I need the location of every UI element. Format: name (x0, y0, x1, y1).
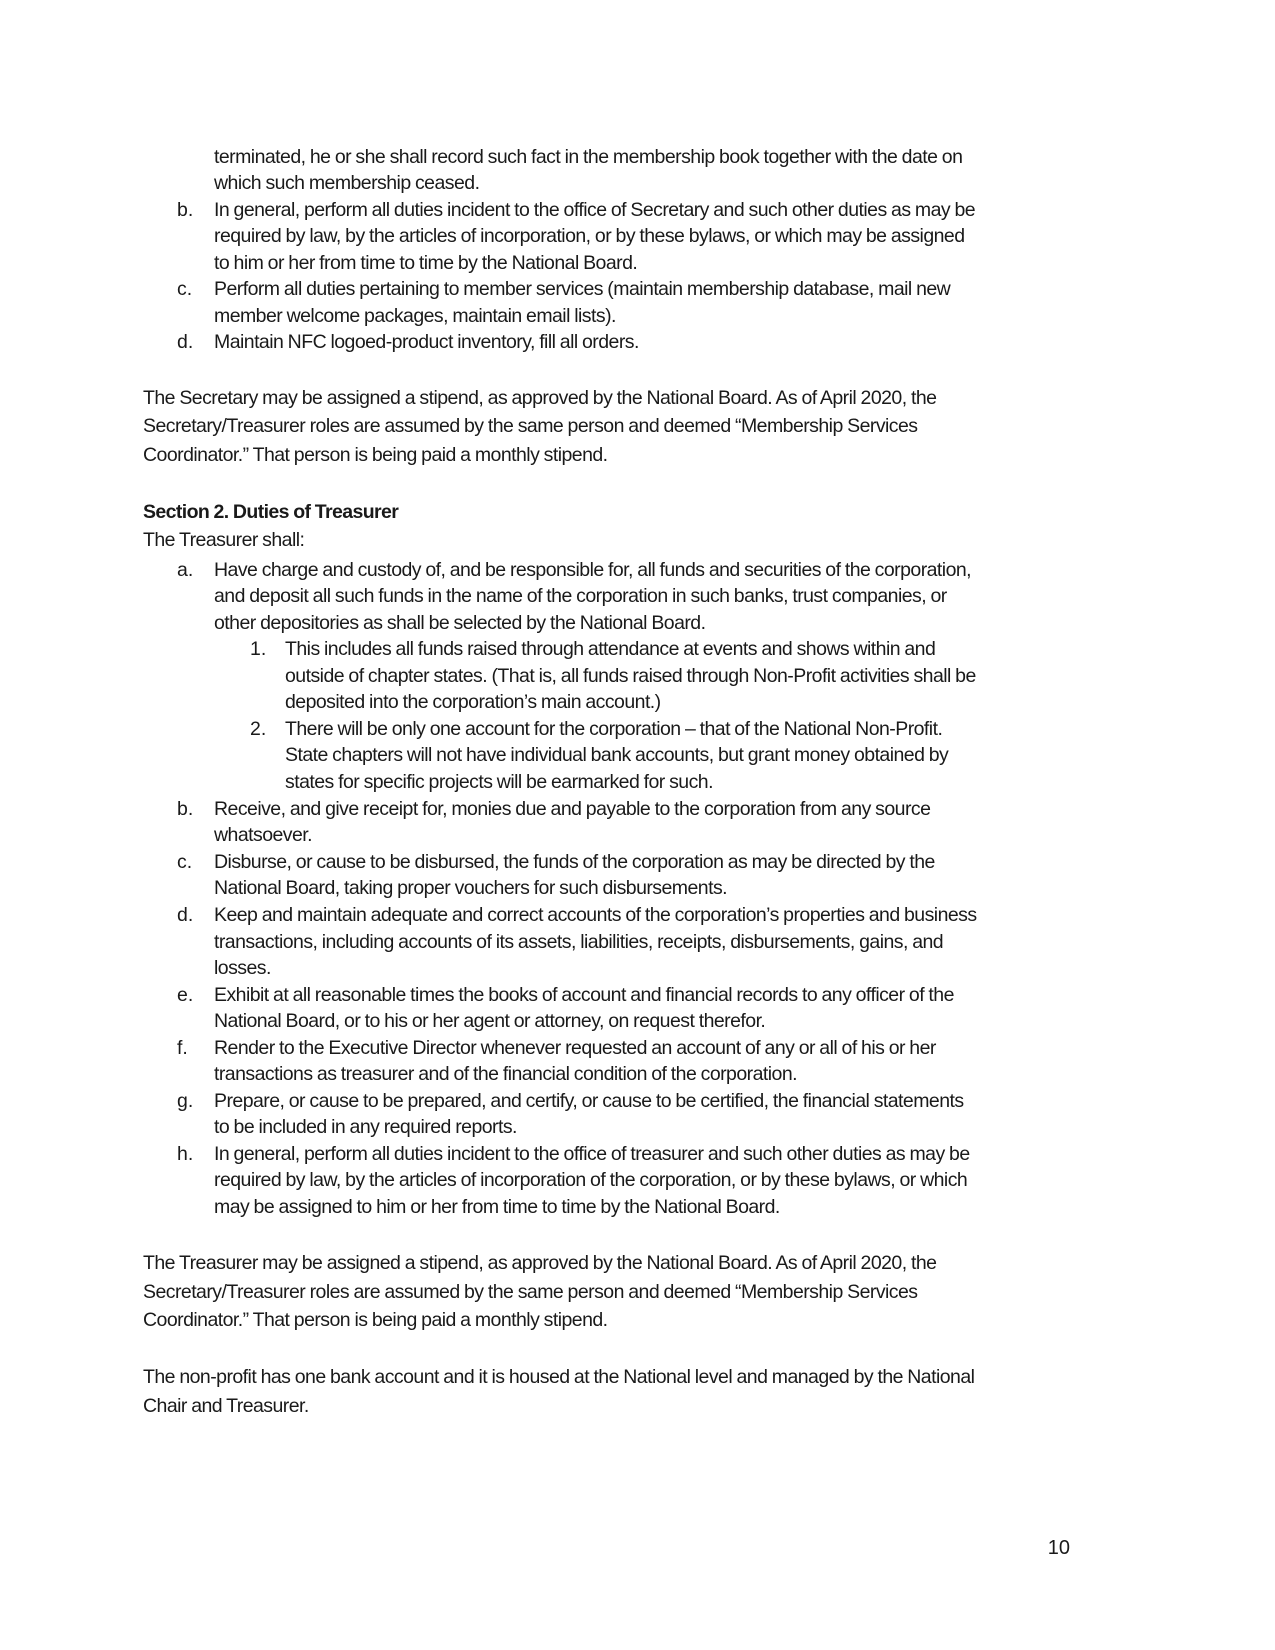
text-line: Receive, and give receipt for, monies due and payable to the corporation from any source (214, 798, 931, 820)
list-marker: e. (177, 984, 194, 1006)
text-line: In general, perform all duties incident to the office of Secretary and such other duties as may be (214, 199, 976, 221)
list-marker: 2. (250, 718, 267, 740)
text-line: required by law, by the articles of incorporation, or by these bylaws, or which may be assigned (214, 225, 965, 247)
text-line: Keep and maintain adequate and correct accounts of the corporation’s properties and business (214, 904, 977, 926)
text-line: The non-profit has one bank account and it is housed at the National level and managed by the National (143, 1366, 975, 1388)
text-line: Disburse, or cause to be disbursed, the funds of the corporation as may be directed by the (214, 851, 935, 873)
text-line: Coordinator.” That person is being paid a monthly stipend. (143, 444, 608, 466)
text-line: losses. (214, 957, 271, 979)
text-line: Render to the Executive Director whenever requested an account of any or all of his or her (214, 1037, 936, 1059)
text-line: In general, perform all duties incident to the office of treasurer and such other duties as may be (214, 1143, 970, 1165)
list-marker: g. (177, 1090, 194, 1112)
text-line: Chair and Treasurer. (143, 1395, 309, 1417)
text-line: terminated, he or she shall record such fact in the membership book together with the date on (214, 146, 963, 168)
text-line: Perform all duties pertaining to member services (maintain membership database, mail new (214, 278, 951, 300)
list-marker: f. (177, 1037, 188, 1059)
text-line: Prepare, or cause to be prepared, and certify, or cause to be certified, the financial statements (214, 1090, 964, 1112)
text-line: which such membership ceased. (214, 172, 480, 194)
text-line: may be assigned to him or her from time to time by the National Board. (214, 1196, 780, 1218)
text-line: National Board, taking proper vouchers for such disbursements. (214, 877, 728, 899)
text-line: Exhibit at all reasonable times the books of account and financial records to any officer of the (214, 984, 954, 1006)
text-line: transactions, including accounts of its assets, liabilities, receipts, disbursements, gains, and (214, 931, 944, 953)
list-marker: c. (177, 278, 193, 300)
text-line: The Treasurer may be assigned a stipend, as approved by the National Board. As of April 2020, the (143, 1252, 937, 1274)
text-line: Secretary/Treasurer roles are assumed by the same person and deemed “Membership Services (143, 1281, 918, 1303)
section-intro: The Treasurer shall: (143, 529, 305, 551)
text-line: and deposit all such funds in the name of the corporation in such banks, trust companies, or (214, 585, 947, 607)
text-line: other depositories as shall be selected by the National Board. (214, 612, 706, 634)
text-line: There will be only one account for the corporation – that of the National Non-Profit. (285, 718, 943, 740)
text-line: whatsoever. (214, 824, 313, 846)
text-line: to him or her from time to time by the National Board. (214, 252, 638, 274)
text-line: required by law, by the articles of incorporation of the corporation, or by these bylaws, or which (214, 1169, 968, 1191)
list-marker: a. (177, 559, 194, 581)
text-line: deposited into the corporation’s main account.) (285, 691, 661, 713)
text-line: State chapters will not have individual bank accounts, but grant money obtained by (285, 744, 949, 766)
text-line: National Board, or to his or her agent or attorney, on request therefor. (214, 1010, 766, 1032)
text-line: to be included in any required reports. (214, 1116, 517, 1138)
text-line: Have charge and custody of, and be responsible for, all funds and securities of the corporation, (214, 559, 972, 581)
page-number: 10 (1047, 1537, 1070, 1559)
text-line: Coordinator.” That person is being paid a monthly stipend. (143, 1309, 608, 1331)
list-marker: 1. (250, 638, 267, 660)
text-line: states for specific projects will be earmarked for such. (285, 771, 713, 793)
text-line: transactions as treasurer and of the financial condition of the corporation. (214, 1063, 797, 1085)
list-marker: d. (177, 331, 194, 353)
text-line: member welcome packages, maintain email lists). (214, 305, 616, 327)
section-heading: Section 2. Duties of Treasurer (143, 501, 399, 523)
text-line: This includes all funds raised through attendance at events and shows within and (285, 638, 936, 660)
text-line: Maintain NFC logoed-product inventory, fill all orders. (214, 331, 639, 353)
list-marker: h. (177, 1143, 194, 1165)
text-line: The Secretary may be assigned a stipend, as approved by the National Board. As of April 2020, the (143, 387, 937, 409)
list-marker: c. (177, 851, 193, 873)
list-marker: b. (177, 798, 194, 820)
text-line: Secretary/Treasurer roles are assumed by the same person and deemed “Membership Services (143, 415, 918, 437)
list-marker: b. (177, 199, 194, 221)
list-marker: d. (177, 904, 194, 926)
text-line: outside of chapter states. (That is, all funds raised through Non-Profit activities shall be (285, 665, 976, 687)
